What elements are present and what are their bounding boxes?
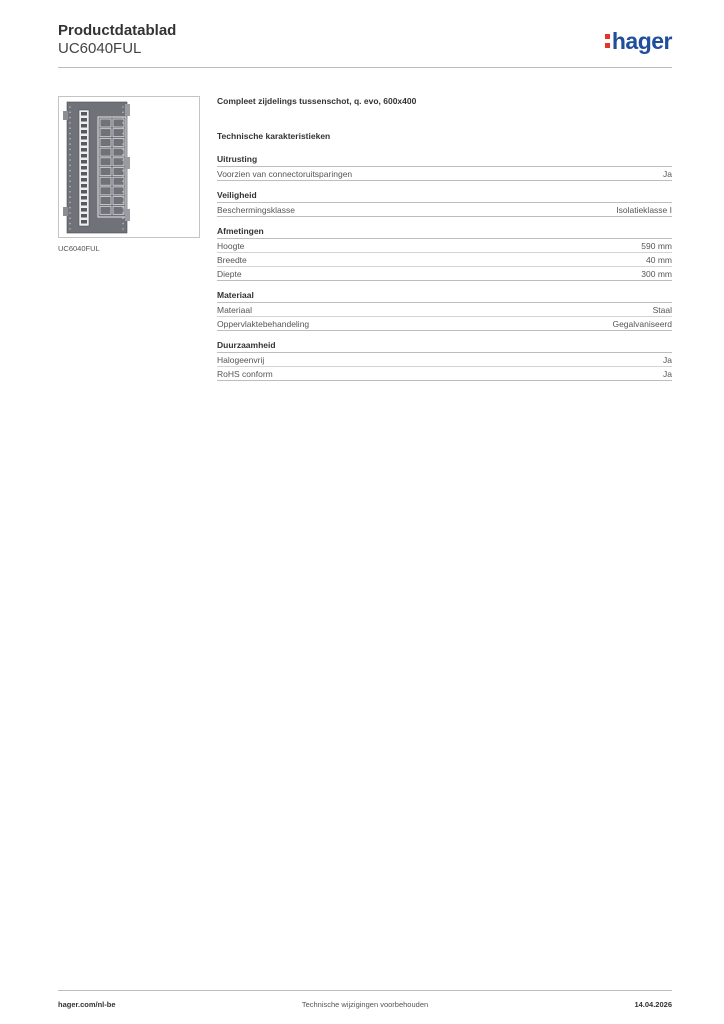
section-title: Uitrusting <box>217 154 672 167</box>
spec-value: 590 mm <box>641 240 672 251</box>
technical-heading: Technische karakteristieken <box>217 131 331 141</box>
spec-value: Isolatieklasse I <box>616 204 672 215</box>
spec-label: Materiaal <box>217 304 252 315</box>
footer-date: 14.04.2026 <box>634 1000 672 1009</box>
spec-value: 40 mm <box>646 254 672 265</box>
spec-section <box>217 340 672 381</box>
spec-value: Ja <box>663 168 672 179</box>
spec-row <box>217 203 672 217</box>
page-header <box>58 22 672 68</box>
section-title: Materiaal <box>217 290 672 303</box>
spec-row <box>217 367 672 381</box>
spec-label: Beschermingsklasse <box>217 204 295 215</box>
footer-disclaimer: Technische wijzigingen voorbehouden <box>301 1000 429 1009</box>
spec-value: Gegalvaniseerd <box>612 318 672 329</box>
spec-row <box>217 317 672 331</box>
spec-row <box>217 303 672 317</box>
product-image <box>58 96 200 238</box>
section-title: Duurzaamheid <box>217 340 672 353</box>
spec-label: Voorzien van connectoruitsparingen <box>217 168 353 179</box>
spec-value: Staal <box>652 304 672 315</box>
spec-row <box>217 267 672 281</box>
logo-dots-icon <box>605 34 610 48</box>
section-title: Veiligheid <box>217 190 672 203</box>
footer-website: hager.com/nl-be <box>58 1000 116 1009</box>
page-footer <box>58 990 672 1012</box>
spec-label: Diepte <box>217 268 242 279</box>
product-code: UC6040FUL <box>58 40 142 57</box>
spec-row <box>217 167 672 181</box>
spec-row <box>217 239 672 253</box>
spec-section <box>217 154 672 181</box>
spec-label: Halogeenvrij <box>217 354 265 365</box>
spec-sections <box>217 154 672 381</box>
document-title: Productdatablad <box>58 22 177 39</box>
spec-row <box>217 253 672 267</box>
product-name: Compleet zijdelings tussenschot, q. evo, 600x400 <box>217 96 417 106</box>
spec-label: Breedte <box>217 254 247 265</box>
spec-label: Oppervlaktebehandeling <box>217 318 310 329</box>
image-caption: UC6040FUL <box>58 244 100 253</box>
spec-value: Ja <box>663 354 672 365</box>
spec-row <box>217 353 672 367</box>
spec-content <box>217 96 672 381</box>
spec-section <box>217 290 672 331</box>
partition-panel-icon <box>59 97 199 237</box>
spec-value: 300 mm <box>641 268 672 279</box>
spec-section <box>217 226 672 281</box>
section-title: Afmetingen <box>217 226 672 239</box>
spec-label: Hoogte <box>217 240 245 251</box>
spec-section <box>217 190 672 217</box>
spec-value: Ja <box>663 368 672 379</box>
hager-logo <box>605 28 672 55</box>
logo-text: hager <box>611 28 672 54</box>
spec-label: RoHS conform <box>217 368 273 379</box>
